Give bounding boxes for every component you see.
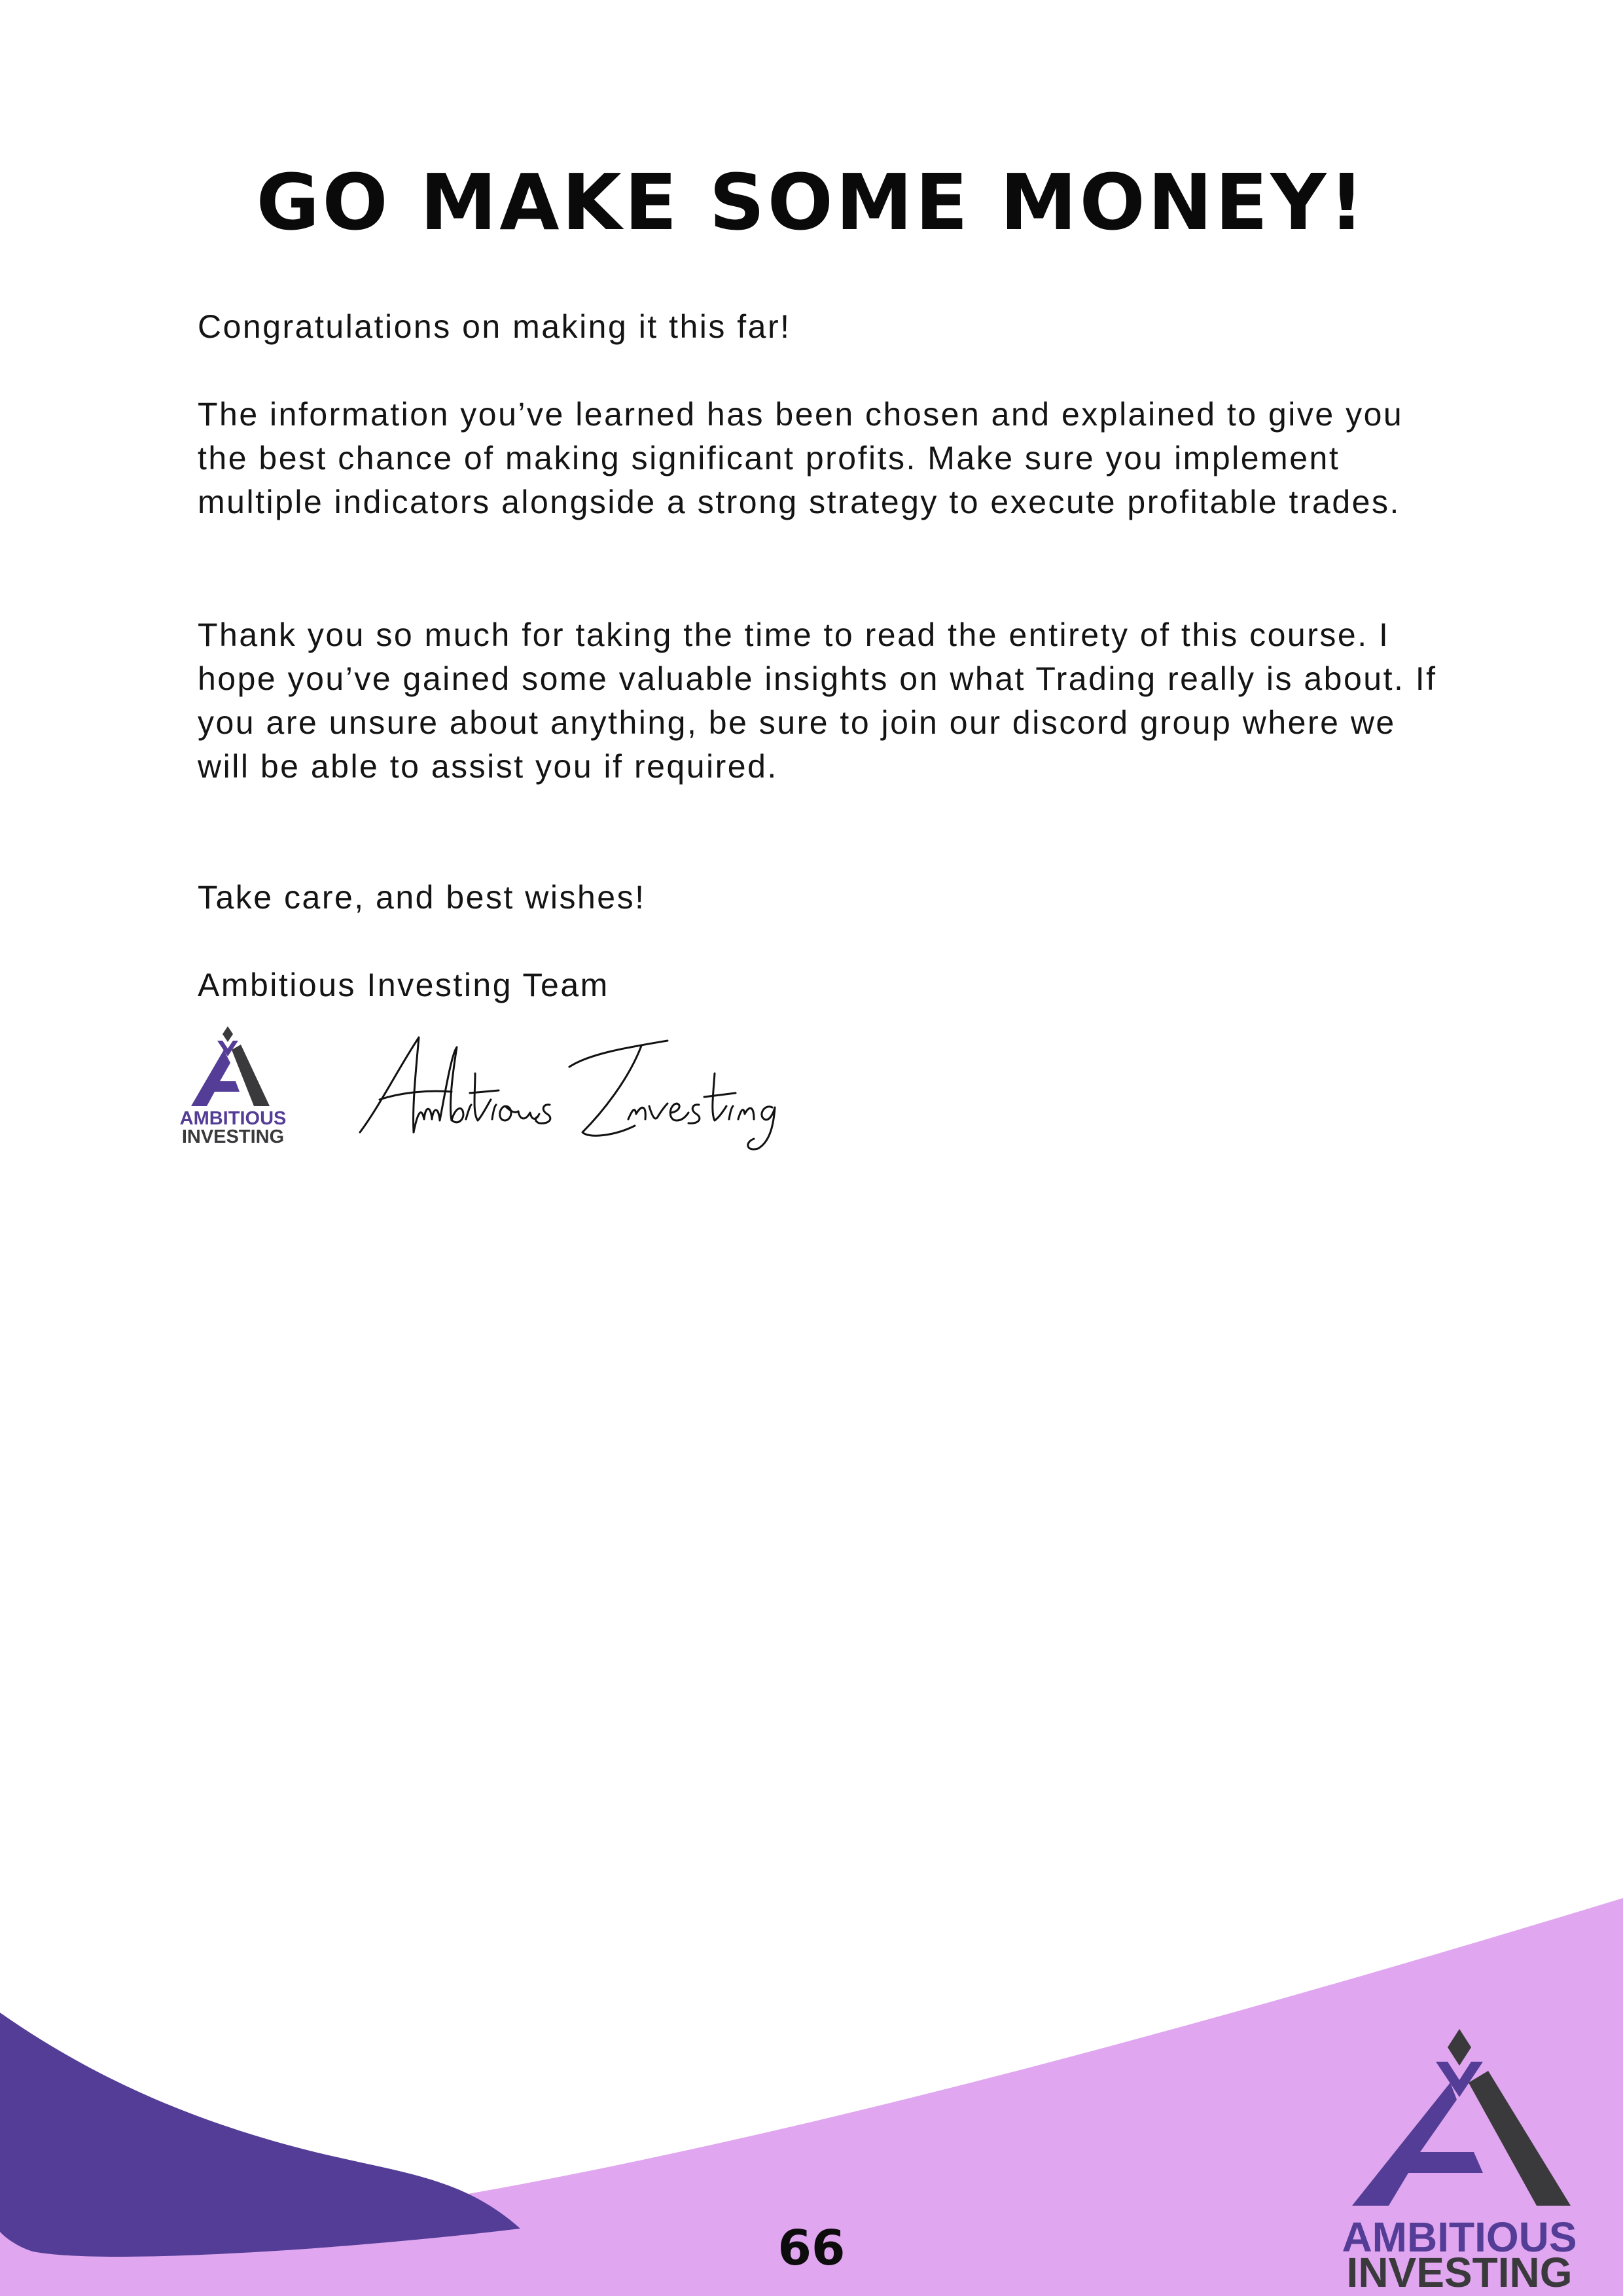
logo-large-line1: AMBITIOUS xyxy=(1342,2214,1577,2261)
sign-off-team: Ambitious Investing Team xyxy=(198,967,609,1003)
signature-image xyxy=(353,1028,864,1152)
paragraph-thank-you: Thank you so much for taking the time to read the entirety of this course. I hope you’ve gained some valuable insights on what Trading really is about. If you are unsure about anything, be sure to join our discord group where we will be able to assist you if required. xyxy=(198,617,1437,785)
ambitious-investing-logo-small xyxy=(171,1024,294,1148)
logo-small-line1: AMBITIOUS xyxy=(179,1108,287,1129)
paragraph-best-wishes: Take care, and best wishes! xyxy=(198,879,646,916)
logo-small-line2: INVESTING xyxy=(181,1126,285,1147)
page-title: GO MAKE SOME MONEY! xyxy=(256,157,1367,247)
logo-large-line2: INVESTING xyxy=(1346,2249,1573,2291)
paragraph-information: The information you’ve learned has been chosen and explained to give you the best chance of making significant profits. Make sure you implement multiple indicators alongside a strong strategy to execute profitable trades. xyxy=(198,396,1404,520)
page-number: 66 xyxy=(777,2220,846,2276)
paragraph-congratulations: Congratulations on making it this far! xyxy=(198,308,791,345)
ambitious-investing-logo-large xyxy=(1329,2029,1610,2291)
